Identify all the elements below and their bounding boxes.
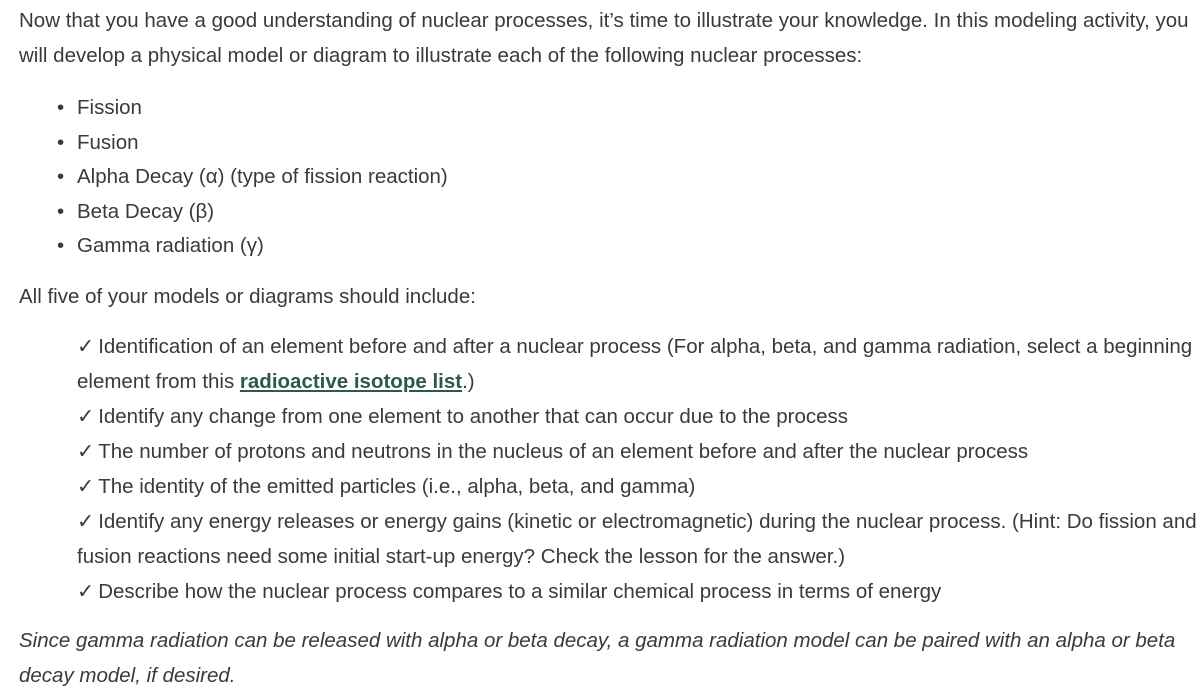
criteria-text: Identification of an element before and after a nuclear process (For alpha, beta, and gamma radiation, select a beginning element from this [77,334,1193,393]
list-item-fusion [57,126,1200,161]
list-item-label: Fission [77,96,142,119]
list-item-label: Fusion [77,130,139,154]
criteria-text: Identify any energy releases or energy gains (kinetic or electromagnetic) during the nuclear process. (Hint: Do fission and fusion reactions need some initial start-up energy? Check the lesson for the answer.) [77,509,1197,568]
checkmark-icon: ✓ [77,474,95,498]
criteria-item [77,434,1197,469]
include-heading: All five of your models or diagrams should include: [19,284,476,308]
list-item-beta-decay [57,195,1200,230]
bullet-icon: • [57,165,65,188]
criteria-item [77,399,1197,434]
criteria-text: Describe how the nuclear process compares to a similar chemical process in terms of energy [98,579,942,603]
gamma-pairing-note: Since gamma radiation can be released with alpha or beta decay, a gamma radiation model can be paired with an alpha or beta decay model, if desired. [19,628,1176,687]
checkmark-icon: ✓ [77,579,95,603]
list-item-fission [57,91,1200,126]
checkmark-icon: ✓ [77,439,95,463]
bullet-icon: • [57,130,65,154]
checkmark-icon: ✓ [77,404,95,428]
list-item-alpha-decay [57,160,1200,195]
intro-paragraph: Now that you have a good understanding of nuclear processes, it’s time to illustrate your knowledge. In this modeling activity, you will develop a physical model or diagram to illustrate each of the following nuclear processes: [19,9,1189,67]
criteria-text: Identify any change from one element to another that can occur due to the process [98,404,849,428]
criteria-item [77,329,1197,399]
bullet-icon: • [57,234,65,257]
list-item-gamma-radiation [57,229,1200,264]
criteria-item [77,504,1197,574]
criteria-list [77,329,1197,609]
list-item-label: Alpha Decay (α) (type of fission reaction) [77,165,448,188]
list-item-label: Gamma radiation (γ) [77,234,264,257]
bullet-icon: • [57,199,65,223]
criteria-text: The number of protons and neutrons in the nucleus of an element before and after the nuclear process [98,439,1029,463]
checkmark-icon: ✓ [77,509,95,533]
process-list [19,91,1200,264]
radioactive-isotope-list-link[interactable]: radioactive isotope list [239,369,463,393]
checkmark-icon: ✓ [77,334,95,358]
criteria-text-end: .) [462,369,475,393]
criteria-text: The identity of the emitted particles (i.e., alpha, beta, and gamma) [98,474,696,498]
list-item-label: Beta Decay (β) [77,199,215,223]
bullet-icon: • [57,96,65,119]
criteria-item [77,574,1197,609]
criteria-item [77,469,1197,504]
